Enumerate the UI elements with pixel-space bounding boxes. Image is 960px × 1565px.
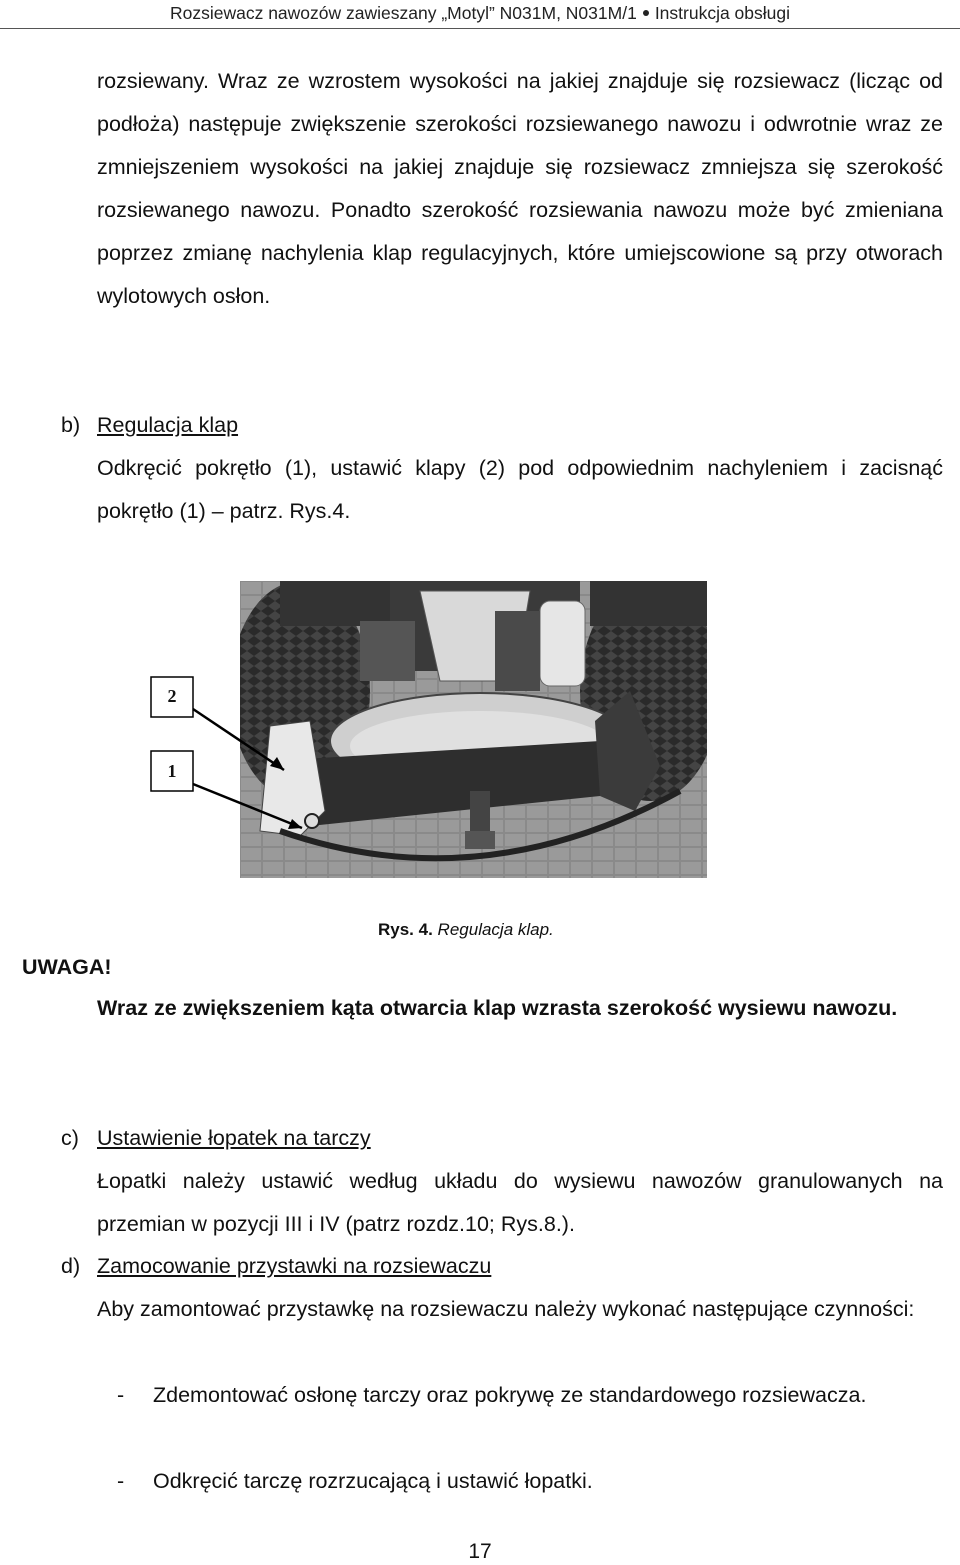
bullet-icon bbox=[643, 10, 649, 16]
warning-title: UWAGA! bbox=[22, 955, 112, 979]
page-header bbox=[0, 0, 960, 27]
section-d-label: d) bbox=[61, 1254, 81, 1278]
warning-text: Wraz ze zwiększeniem kąta otwarcia klap wzrasta szerokość wysiewu nawozu. bbox=[97, 996, 898, 1020]
section-d-text: Aby zamontować przystawkę na rozsiewaczu należy wykonać następujące czynności: bbox=[97, 1297, 915, 1321]
section-d-heading: Zamocowanie przystawki na rozsiewaczu bbox=[97, 1254, 492, 1278]
section-c-label: c) bbox=[61, 1126, 79, 1150]
step-2-text: Odkręcić tarczę rozrzucającą i ustawić łopatki. bbox=[153, 1469, 593, 1493]
header-subtitle: Instrukcja obsługi bbox=[654, 3, 791, 23]
step-1-text: Zdemontować osłonę tarczy oraz pokrywę ze standardowego rozsiewacza. bbox=[153, 1383, 867, 1407]
section-c-text: Łopatki należy ustawić według układu do wysiewu nawozów granulowanych na przemian w pozycji III i IV (patrz rozdz.10; Rys.8.). bbox=[97, 1169, 943, 1236]
header-divider bbox=[0, 28, 960, 29]
step-dash: - bbox=[117, 1469, 125, 1493]
header-title: Rozsiewacz nawozów zawieszany „Motyl” N031M, N031M/1 bbox=[169, 3, 637, 23]
intro-paragraph: rozsiewany. Wraz ze wzrostem wysokości na jakiej znajduje się rozsiewacz (licząc od podłoża) następuje zwiększenie szerokości rozsiewanego nawozu i odwrotnie wraz ze zmniejszeniem wysokości na jakiej znajduje się rozsiewacz zmniejsza się szerokość rozsiewanego nawozu. Ponadto szerokość rozsiewania nawozu może być zmieniana poprzez zmianę nachylenia klap regulacyjnych, które umiejscowione są przy otworach wylotowych osłon. bbox=[97, 69, 943, 308]
page-number: 17 bbox=[468, 1540, 492, 1563]
callout-2: 2 bbox=[167, 686, 177, 706]
section-b-heading: Regulacja klap bbox=[97, 413, 239, 437]
callout-1: 1 bbox=[167, 761, 177, 781]
caption-number: Rys. 4. bbox=[378, 920, 433, 939]
section-c-heading: Ustawienie łopatek na tarczy bbox=[97, 1126, 371, 1150]
figure-caption bbox=[378, 918, 554, 942]
section-b-label: b) bbox=[61, 413, 81, 437]
section-b-text: Odkręcić pokrętło (1), ustawić klapy (2) pod odpowiednim nachyleniem i zacisnąć pokrętło (1) – patrz. Rys.4. bbox=[97, 456, 943, 523]
caption-text: Regulacja klap. bbox=[437, 920, 554, 939]
step-dash: - bbox=[117, 1383, 125, 1407]
